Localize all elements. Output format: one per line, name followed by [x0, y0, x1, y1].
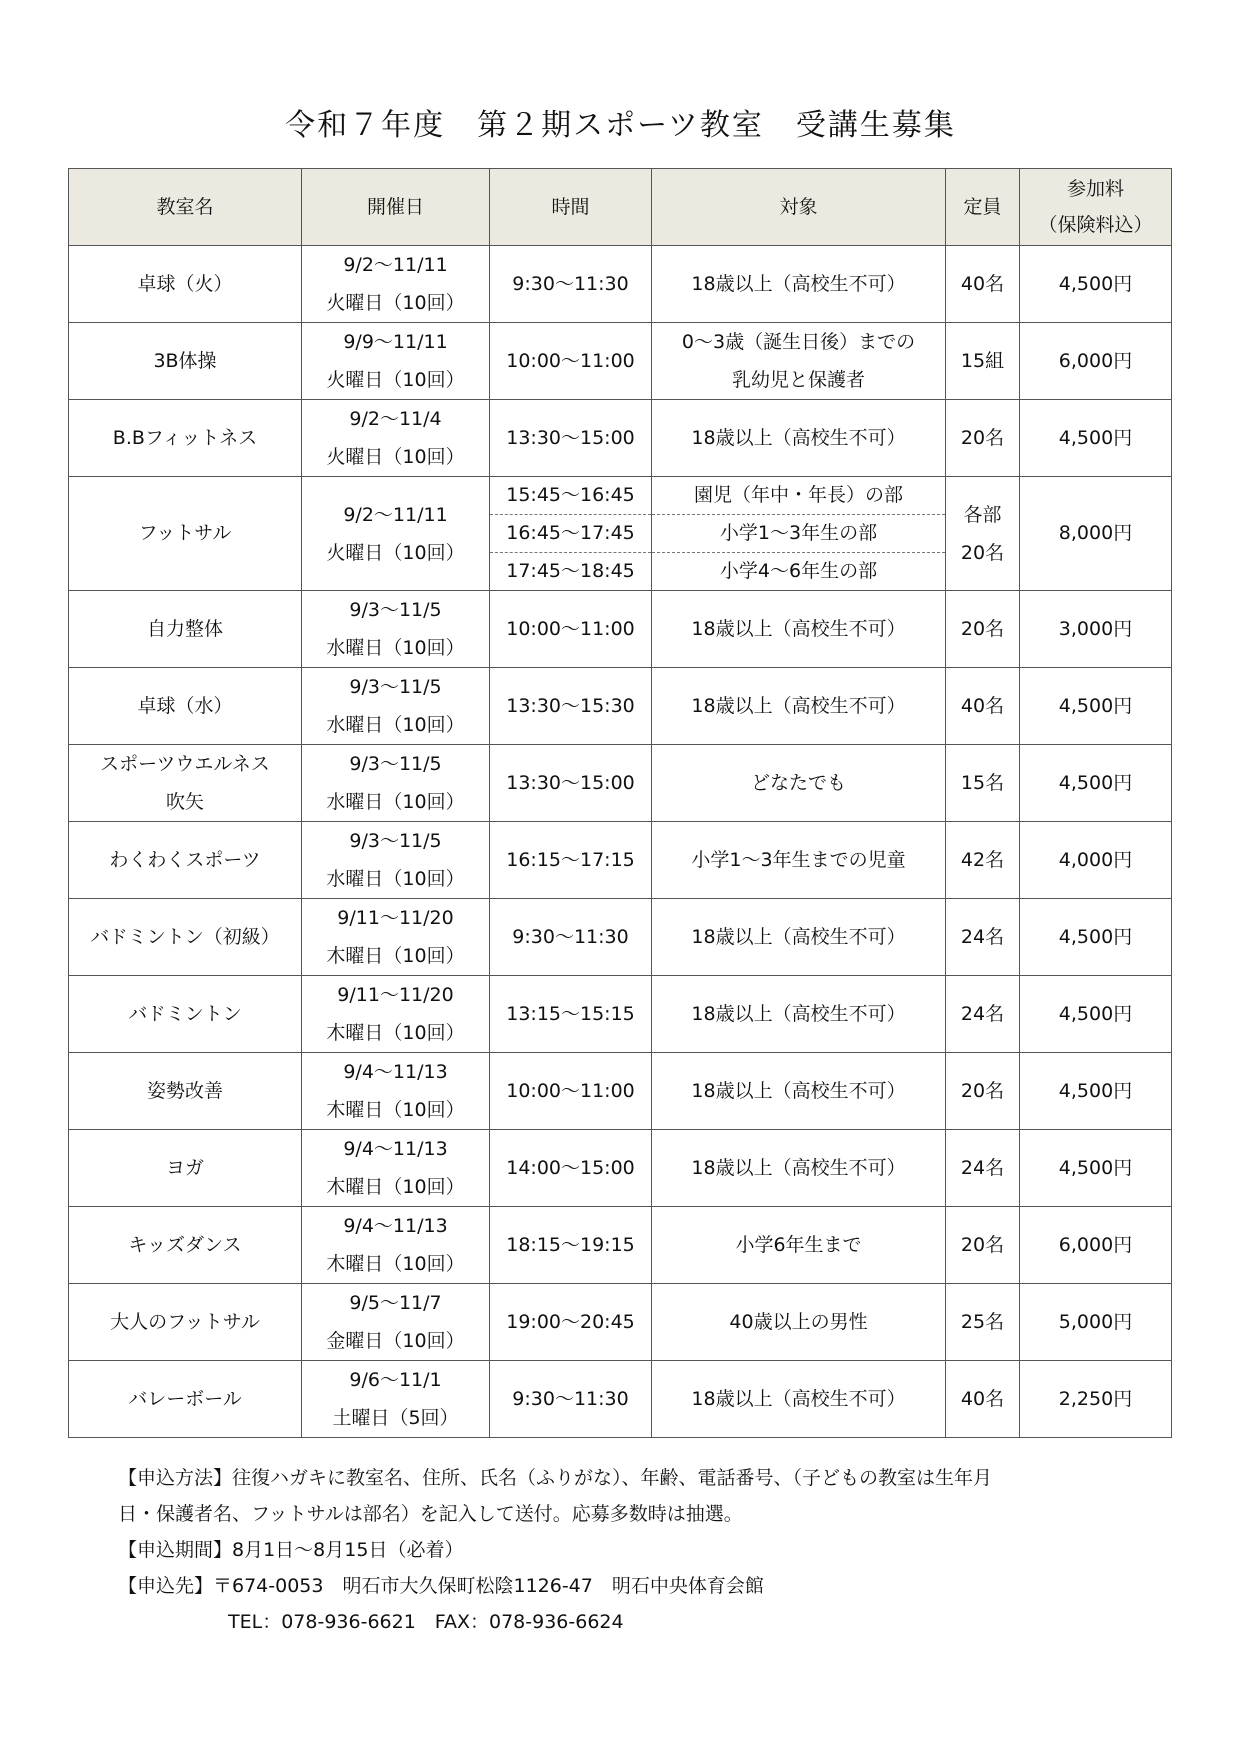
time-cell: 19:00～20:45 [490, 1284, 652, 1361]
date-range: 9/2～11/4 [349, 408, 442, 430]
capacity-cell: 40名 [946, 668, 1020, 745]
date-range: 9/6～11/1 [349, 1369, 442, 1391]
fee-cell: 4,500円 [1020, 1053, 1172, 1130]
target-cell [652, 1207, 946, 1284]
contact-numbers: TEL：078-936-6621 FAX：078-936-6624 [228, 1611, 624, 1633]
dates-cell [302, 477, 490, 591]
fee-cell: 4,000円 [1020, 822, 1172, 899]
fee-cell: 5,000円 [1020, 1284, 1172, 1361]
class-name: バドミントン（初級） [90, 926, 280, 948]
dates-cell [302, 976, 490, 1053]
table-row [69, 899, 1172, 976]
fee-cell: 4,500円 [1020, 899, 1172, 976]
date-range: 9/3～11/5 [349, 599, 442, 621]
time-cell: 9:30～11:30 [490, 1361, 652, 1438]
class-name: B.Bフィットネス [112, 427, 258, 449]
fee-cell: 4,500円 [1020, 668, 1172, 745]
target-cell [652, 1361, 946, 1438]
target-cell: 小学4～6年生の部 [652, 553, 946, 591]
fee-cell: 4,500円 [1020, 246, 1172, 323]
target-text: 18歳以上（高校生不可） [691, 1388, 906, 1410]
dates-cell [302, 323, 490, 400]
class-name: ヨガ [165, 1157, 204, 1179]
dates-cell [302, 899, 490, 976]
target-text: 18歳以上（高校生不可） [691, 618, 906, 640]
header-capacity: 定員 [946, 169, 1020, 246]
table-row [69, 745, 1172, 822]
application-address: 【申込先】〒674-0053 明石市大久保町松陰1126-47 明石中央体育会館 [118, 1575, 764, 1597]
capacity-cell: 25名 [946, 1284, 1020, 1361]
class-name-cell [69, 246, 302, 323]
target-cell: 小学1～3年生の部 [652, 515, 946, 553]
time-cell: 13:30～15:00 [490, 745, 652, 822]
target-text: 40歳以上の男性 [729, 1311, 868, 1333]
table-row [69, 246, 1172, 323]
weekday-sessions: 水曜日（10回） [326, 714, 465, 736]
capacity-cell: 20名 [946, 1207, 1020, 1284]
date-range: 9/3～11/5 [349, 676, 442, 698]
class-name: バドミントン [128, 1003, 242, 1025]
weekday-sessions: 水曜日（10回） [326, 637, 465, 659]
class-name-cell [69, 400, 302, 477]
target-cell [652, 1284, 946, 1361]
dates-cell [302, 1053, 490, 1130]
weekday-sessions: 水曜日（10回） [326, 868, 465, 890]
capacity-cell: 24名 [946, 899, 1020, 976]
weekday-sessions: 木曜日（10回） [326, 1176, 465, 1198]
weekday-sessions: 木曜日（10回） [326, 1022, 465, 1044]
date-range: 9/11～11/20 [337, 984, 454, 1006]
date-range: 9/4～11/13 [343, 1138, 448, 1160]
time-cell: 17:45～18:45 [490, 553, 652, 591]
table-row [69, 668, 1172, 745]
dates-cell [302, 246, 490, 323]
class-name-cell [69, 1207, 302, 1284]
dates-cell [302, 668, 490, 745]
dates-cell [302, 745, 490, 822]
table-row [69, 1361, 1172, 1438]
weekday-sessions: 木曜日（10回） [326, 1099, 465, 1121]
class-schedule-table [68, 168, 1172, 1438]
header-fee-line1: 参加料 [1066, 178, 1124, 200]
time-cell: 13:30～15:00 [490, 400, 652, 477]
weekday-sessions: 木曜日（10回） [326, 1253, 465, 1275]
class-name-cell [69, 745, 302, 822]
class-name-cell [69, 323, 302, 400]
target-cell [652, 899, 946, 976]
class-name-cell: フットサル [69, 477, 302, 591]
target-text: 小学1～3年生までの児童 [691, 849, 906, 871]
time-cell: 10:00～11:00 [490, 323, 652, 400]
table-row [69, 323, 1172, 400]
date-range: 9/2～11/11 [343, 503, 448, 526]
class-name: 卓球（火） [137, 273, 233, 295]
date-range: 9/5～11/7 [349, 1292, 442, 1314]
class-name: 卓球（水） [137, 695, 233, 717]
dates-cell [302, 1130, 490, 1207]
time-cell: 10:00～11:00 [490, 591, 652, 668]
weekday-sessions: 土曜日（5回） [332, 1407, 459, 1429]
time-cell: 13:15～15:15 [490, 976, 652, 1053]
target-text: 18歳以上（高校生不可） [691, 1157, 906, 1179]
target-cell [652, 745, 946, 822]
header-dates: 開催日 [302, 169, 490, 246]
capacity-cell: 20名 [946, 400, 1020, 477]
table-row [69, 1284, 1172, 1361]
target-text: 18歳以上（高校生不可） [691, 926, 906, 948]
target-cell [652, 323, 946, 400]
class-name-cell [69, 822, 302, 899]
table-header-row [69, 169, 1172, 246]
class-name: キッズダンス [128, 1234, 242, 1256]
class-name-cell [69, 899, 302, 976]
date-range: 9/2～11/11 [343, 254, 448, 276]
capacity-cell: 15名 [946, 745, 1020, 822]
class-name-cell [69, 591, 302, 668]
time-cell: 18:15～19:15 [490, 1207, 652, 1284]
table-row [69, 591, 1172, 668]
target-cell [652, 1130, 946, 1207]
target-cell [652, 1053, 946, 1130]
class-name-cell [69, 976, 302, 1053]
date-range: 9/11～11/20 [337, 907, 454, 929]
header-time: 時間 [490, 169, 652, 246]
target-cell [652, 668, 946, 745]
time-cell: 9:30～11:30 [490, 899, 652, 976]
header-target: 対象 [652, 169, 946, 246]
class-name-cell [69, 1130, 302, 1207]
fee-cell: 6,000円 [1020, 323, 1172, 400]
class-name-cell [69, 1053, 302, 1130]
date-range: 9/3～11/5 [349, 830, 442, 852]
class-name-cell [69, 1284, 302, 1361]
table-row [69, 1207, 1172, 1284]
class-name: 自力整体 [146, 618, 223, 640]
target-cell: 園児（年中・年長）の部 [652, 477, 946, 515]
dates-cell [302, 1361, 490, 1438]
class-name-cell [69, 668, 302, 745]
header-class-name: 教室名 [69, 169, 302, 246]
dates-cell [302, 822, 490, 899]
class-name: スポーツウエルネス [100, 753, 270, 775]
class-name: 3B体操 [153, 350, 217, 372]
dates-cell [302, 1284, 490, 1361]
table-row [69, 400, 1172, 477]
capacity-cell: 40名 [946, 1361, 1020, 1438]
table-row-futsal [69, 477, 1172, 515]
capacity-cell: 24名 [946, 976, 1020, 1053]
table-row [69, 1053, 1172, 1130]
target-text: 18歳以上（高校生不可） [691, 427, 906, 449]
fee-cell: 8,000円 [1020, 477, 1172, 591]
time-cell: 14:00～15:00 [490, 1130, 652, 1207]
target-text: 18歳以上（高校生不可） [691, 1080, 906, 1102]
target-cell [652, 822, 946, 899]
date-range: 9/4～11/13 [343, 1061, 448, 1083]
fee-cell: 6,000円 [1020, 1207, 1172, 1284]
target-text: 18歳以上（高校生不可） [691, 1003, 906, 1025]
capacity-cell: 20名 [946, 591, 1020, 668]
application-period: 【申込期間】8月1日～8月15日（必着） [118, 1539, 464, 1561]
capacity-cell: 24名 [946, 1130, 1020, 1207]
fee-cell: 4,500円 [1020, 745, 1172, 822]
fee-cell: 2,250円 [1020, 1361, 1172, 1438]
class-name-cell [69, 1361, 302, 1438]
capacity-cell: 42名 [946, 822, 1020, 899]
date-range: 9/3～11/5 [349, 753, 442, 775]
dates-cell [302, 1207, 490, 1284]
table-row [69, 822, 1172, 899]
weekday-sessions: 火曜日（10回） [326, 292, 465, 314]
target-cell [652, 591, 946, 668]
fee-cell: 4,500円 [1020, 1130, 1172, 1207]
class-name: バレーボール [128, 1388, 242, 1410]
capacity-line2: 20名 [960, 541, 1005, 564]
table-row [69, 1130, 1172, 1207]
fee-cell: 4,500円 [1020, 400, 1172, 477]
capacity-cell: 15組 [946, 323, 1020, 400]
target-text: 18歳以上（高校生不可） [691, 695, 906, 717]
fee-cell: 4,500円 [1020, 976, 1172, 1053]
application-notes [118, 1460, 1158, 1640]
target-text: どなたでも [750, 772, 846, 794]
time-cell: 9:30～11:30 [490, 246, 652, 323]
target-cell [652, 400, 946, 477]
header-fee [1020, 169, 1172, 246]
page-title: 令和７年度 第２期スポーツ教室 受講生募集 [285, 108, 956, 143]
target-text: 小学6年生まで [735, 1234, 862, 1256]
class-name: 吹矢 [165, 791, 204, 813]
weekday-sessions: 木曜日（10回） [326, 945, 465, 967]
weekday-sessions: 火曜日（10回） [326, 541, 465, 564]
application-method: 【申込方法】往復ハガキに教室名、住所、氏名（ふりがな）、年齢、電話番号、（子どもの教室は生年月 [118, 1467, 993, 1489]
target-text: 乳幼児と保護者 [731, 369, 865, 391]
header-fee-line2: （保険料込） [1038, 214, 1153, 236]
target-text: 0～3歳（誕生日後）までの [681, 331, 916, 353]
weekday-sessions: 水曜日（10回） [326, 791, 465, 813]
weekday-sessions: 火曜日（10回） [326, 369, 465, 391]
time-cell: 10:00～11:00 [490, 1053, 652, 1130]
class-name: 姿勢改善 [146, 1080, 223, 1102]
date-range: 9/9～11/11 [343, 331, 448, 353]
time-cell: 13:30～15:30 [490, 668, 652, 745]
capacity-line1: 各部 [963, 503, 1002, 526]
time-cell: 15:45～16:45 [490, 477, 652, 515]
application-method-cont: 日・保護者名、フットサルは部名）を記入して送付。応募多数時は抽選。 [118, 1503, 743, 1525]
time-cell: 16:15～17:15 [490, 822, 652, 899]
capacity-cell: 20名 [946, 1053, 1020, 1130]
capacity-cell: 40名 [946, 246, 1020, 323]
dates-cell [302, 400, 490, 477]
target-cell [652, 246, 946, 323]
dates-cell [302, 591, 490, 668]
class-name: 大人のフットサル [110, 1311, 260, 1333]
target-cell [652, 976, 946, 1053]
table-row [69, 976, 1172, 1053]
class-name: わくわくスポーツ [109, 849, 261, 871]
time-cell: 16:45～17:45 [490, 515, 652, 553]
fee-cell: 3,000円 [1020, 591, 1172, 668]
capacity-cell [946, 477, 1020, 591]
target-text: 18歳以上（高校生不可） [691, 273, 906, 295]
date-range: 9/4～11/13 [343, 1215, 448, 1237]
weekday-sessions: 金曜日（10回） [326, 1330, 465, 1352]
weekday-sessions: 火曜日（10回） [326, 446, 465, 468]
